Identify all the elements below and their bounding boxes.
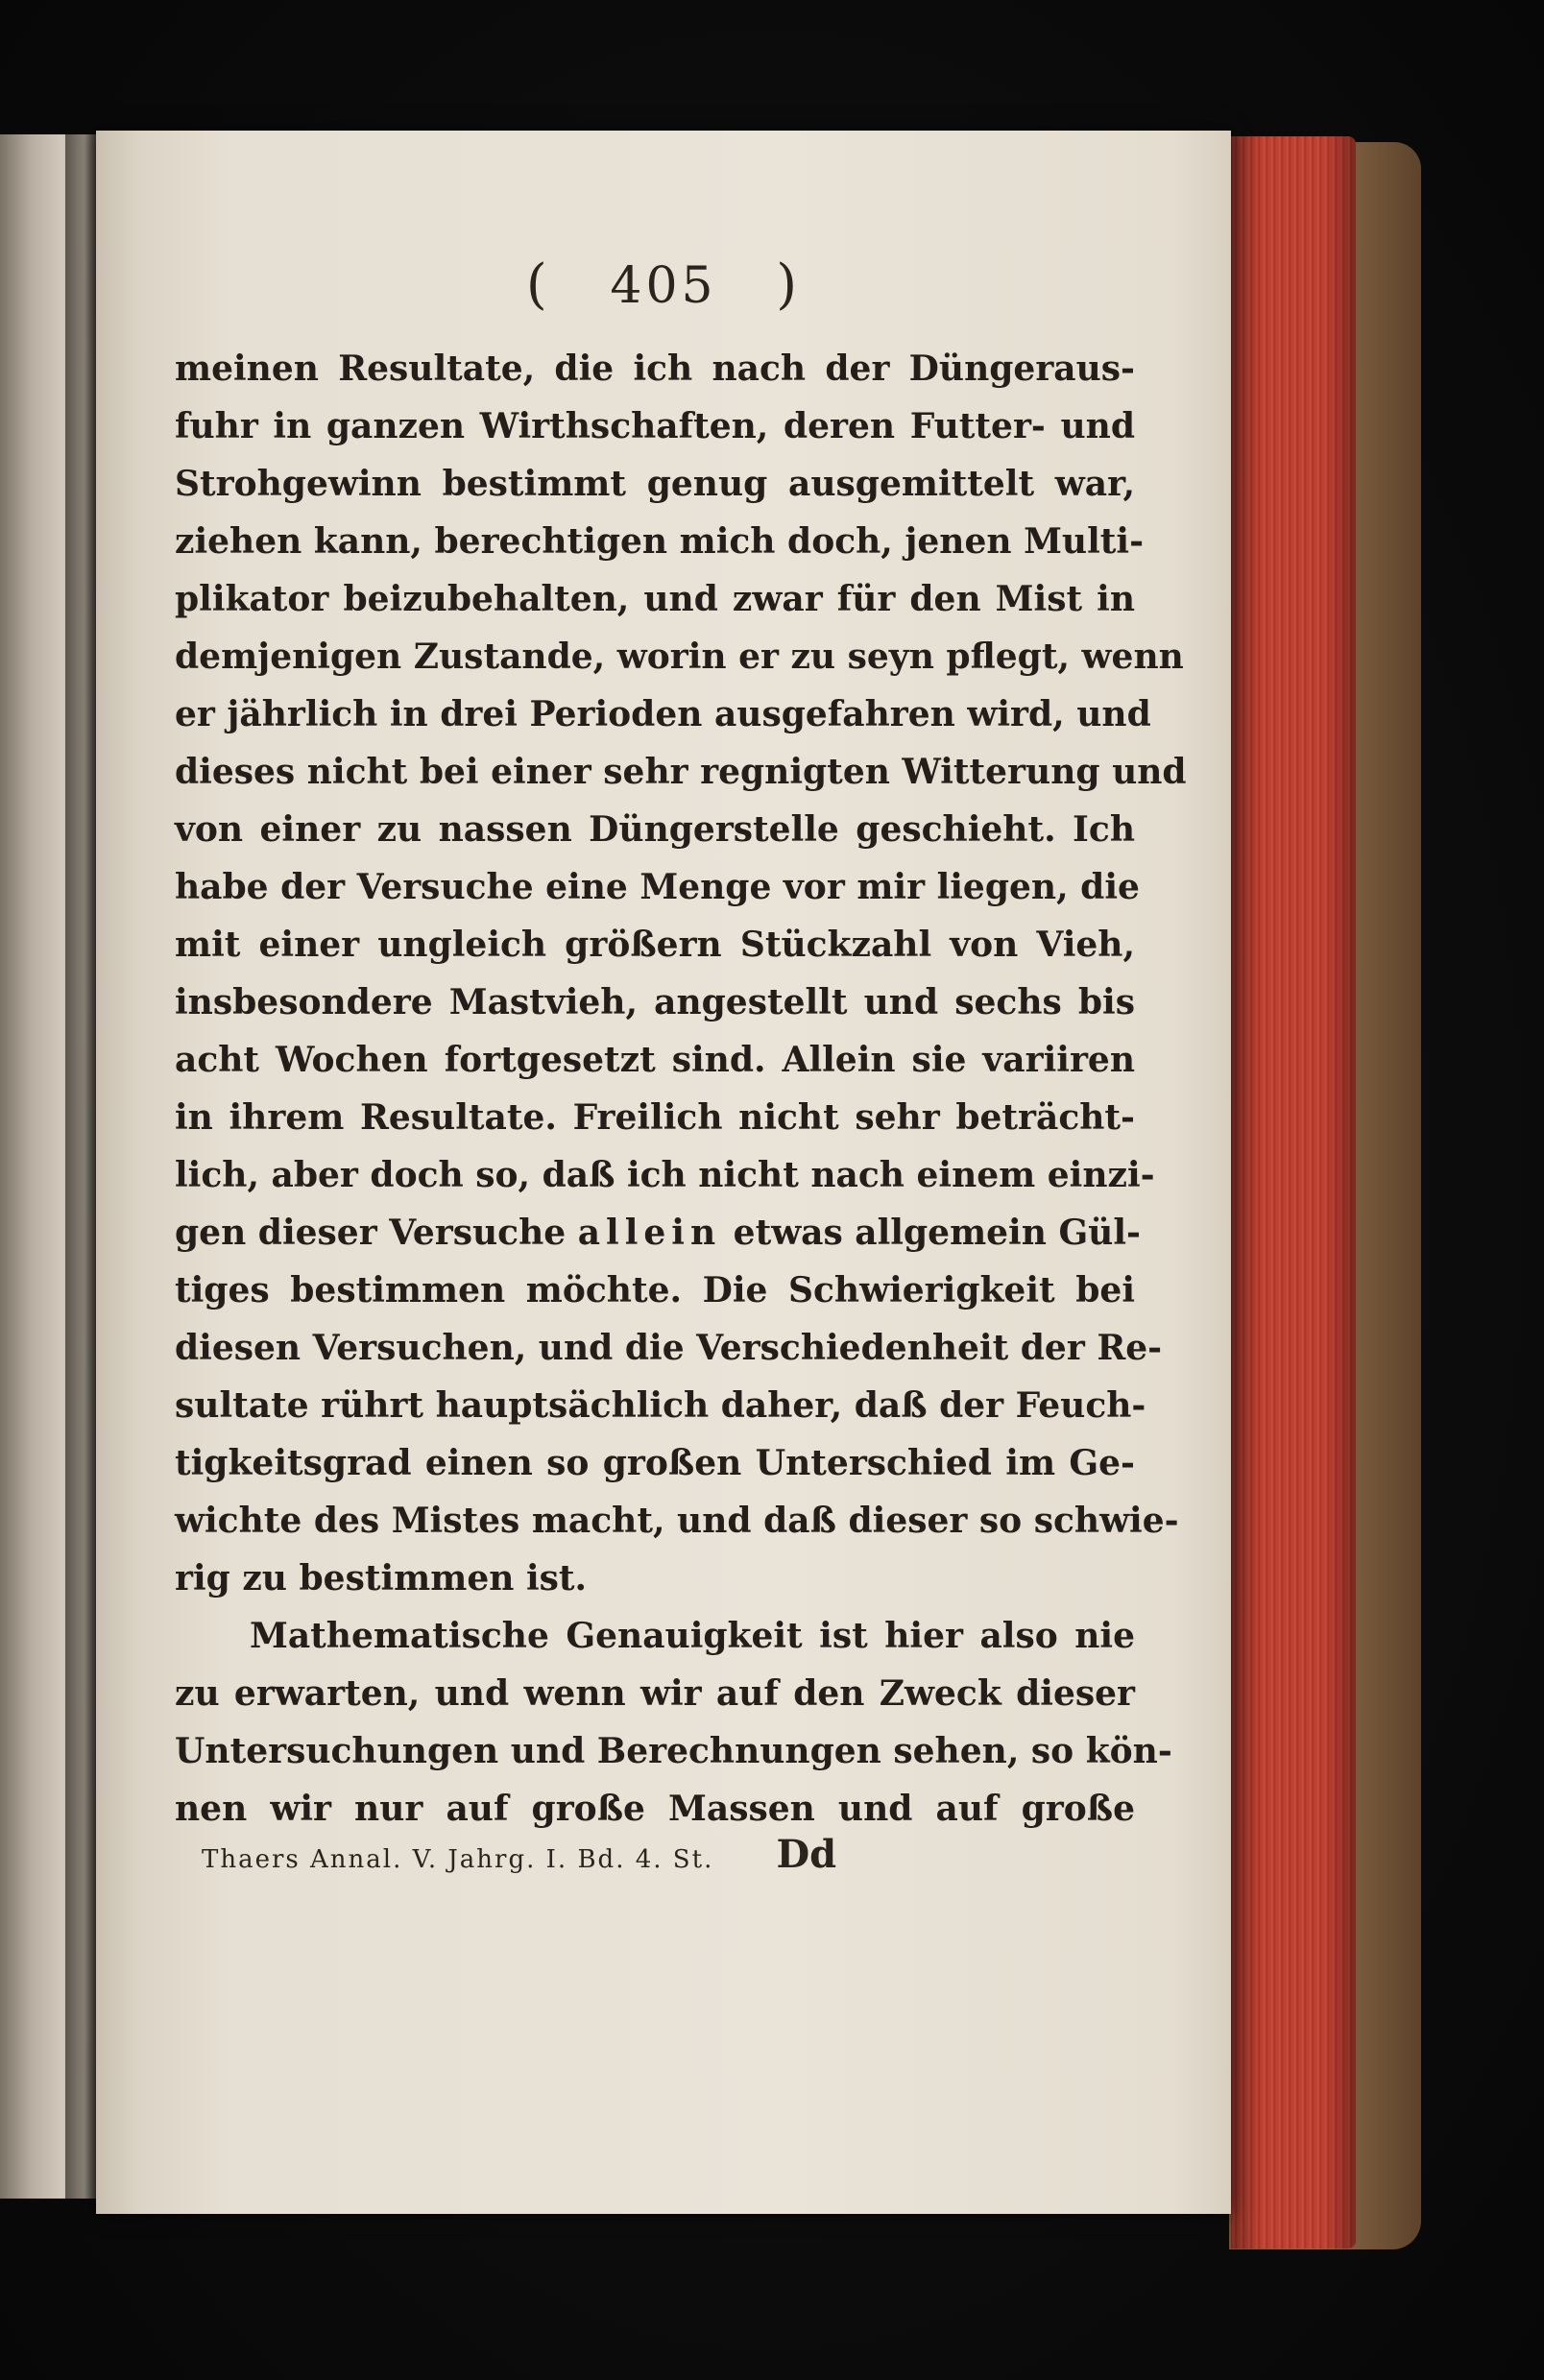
book-page (96, 131, 1231, 2214)
close-paren: ) (776, 253, 802, 316)
text-line: meinen Resultate, die ich nach der Düngeraus- (175, 349, 1135, 389)
text-line-spaced (175, 1204, 1141, 1262)
text-line: acht Wochen fortgesetzt sind. Allein sie variiren (175, 1040, 1135, 1080)
page-number: 405 (610, 257, 717, 315)
text-line: in ihrem Resultate. Freilich nicht sehr beträcht- (175, 1097, 1135, 1138)
text-line: nen wir nur auf große Massen und auf große (175, 1789, 1135, 1829)
text-line: Strohgewinn bestimmt genug ausgemittelt war, (175, 464, 1135, 504)
body-text (175, 340, 1187, 1838)
paragraph-end-line: rig zu bestimmen ist. (175, 1558, 588, 1599)
text-line: sultate rührt hauptsächlich daher, daß der Feuch- (175, 1385, 1146, 1426)
text-line: fuhr in ganzen Wirthschaften, deren Futter- und (175, 406, 1135, 446)
signature-mark: Dd (776, 1832, 837, 1877)
text-line: zu erwarten, und wenn wir auf den Zweck dieser (175, 1673, 1135, 1714)
text-line: diesen Versuchen, und die Verschiedenheit der Re- (175, 1328, 1163, 1368)
text-line: demjenigen Zustande, worin er zu seyn pflegt, wenn (175, 637, 1184, 677)
letterspaced-word: allein (577, 1213, 722, 1253)
text-line: lich, aber doch so, daß ich nicht nach einem einzi- (175, 1155, 1155, 1195)
text-line: mit einer ungleich größern Stückzahl von Vieh, (175, 925, 1135, 965)
open-paren: ( (525, 253, 551, 316)
page-edge-shading (1231, 136, 1356, 2248)
text-line: tiges bestimmen möchte. Die Schwierigkeit bei (175, 1270, 1135, 1310)
text-line: ziehen kann, berechtigen mich doch, jenen Multi- (175, 521, 1145, 562)
text-line: habe der Versuche eine Menge vor mir liegen, die (175, 867, 1140, 907)
text-line: dieses nicht bei einer sehr regnigten Witterung und (175, 752, 1187, 792)
text-line: er jährlich in drei Perioden ausgefahren wird, und (175, 694, 1151, 734)
footer-source: Thaers Annal. V. Jahrg. I. Bd. 4. St. (202, 1845, 714, 1874)
text-line: von einer zu nassen Düngerstelle geschieht. Ich (175, 809, 1135, 850)
text-line: insbesondere Mastvieh, angestellt und sechs bis (175, 982, 1135, 1022)
page-header (96, 253, 1231, 316)
page-footer (202, 1832, 1066, 1877)
text-line: wichte des Mistes macht, und daß dieser so schwie- (175, 1501, 1179, 1541)
text-fragment: etwas allgemein Gül- (721, 1213, 1141, 1253)
paragraph-start-line: Mathematische Genauigkeit ist hier also nie (250, 1616, 1135, 1656)
text-line: Untersuchungen und Berechnungen sehen, so kön- (175, 1731, 1172, 1771)
text-line: tigkeitsgrad einen so großen Unterschied im Ge- (175, 1443, 1135, 1483)
text-line: plikator beizubehalten, und zwar für den Mist in (175, 579, 1135, 619)
text-fragment: gen dieser Versuche (175, 1213, 578, 1253)
